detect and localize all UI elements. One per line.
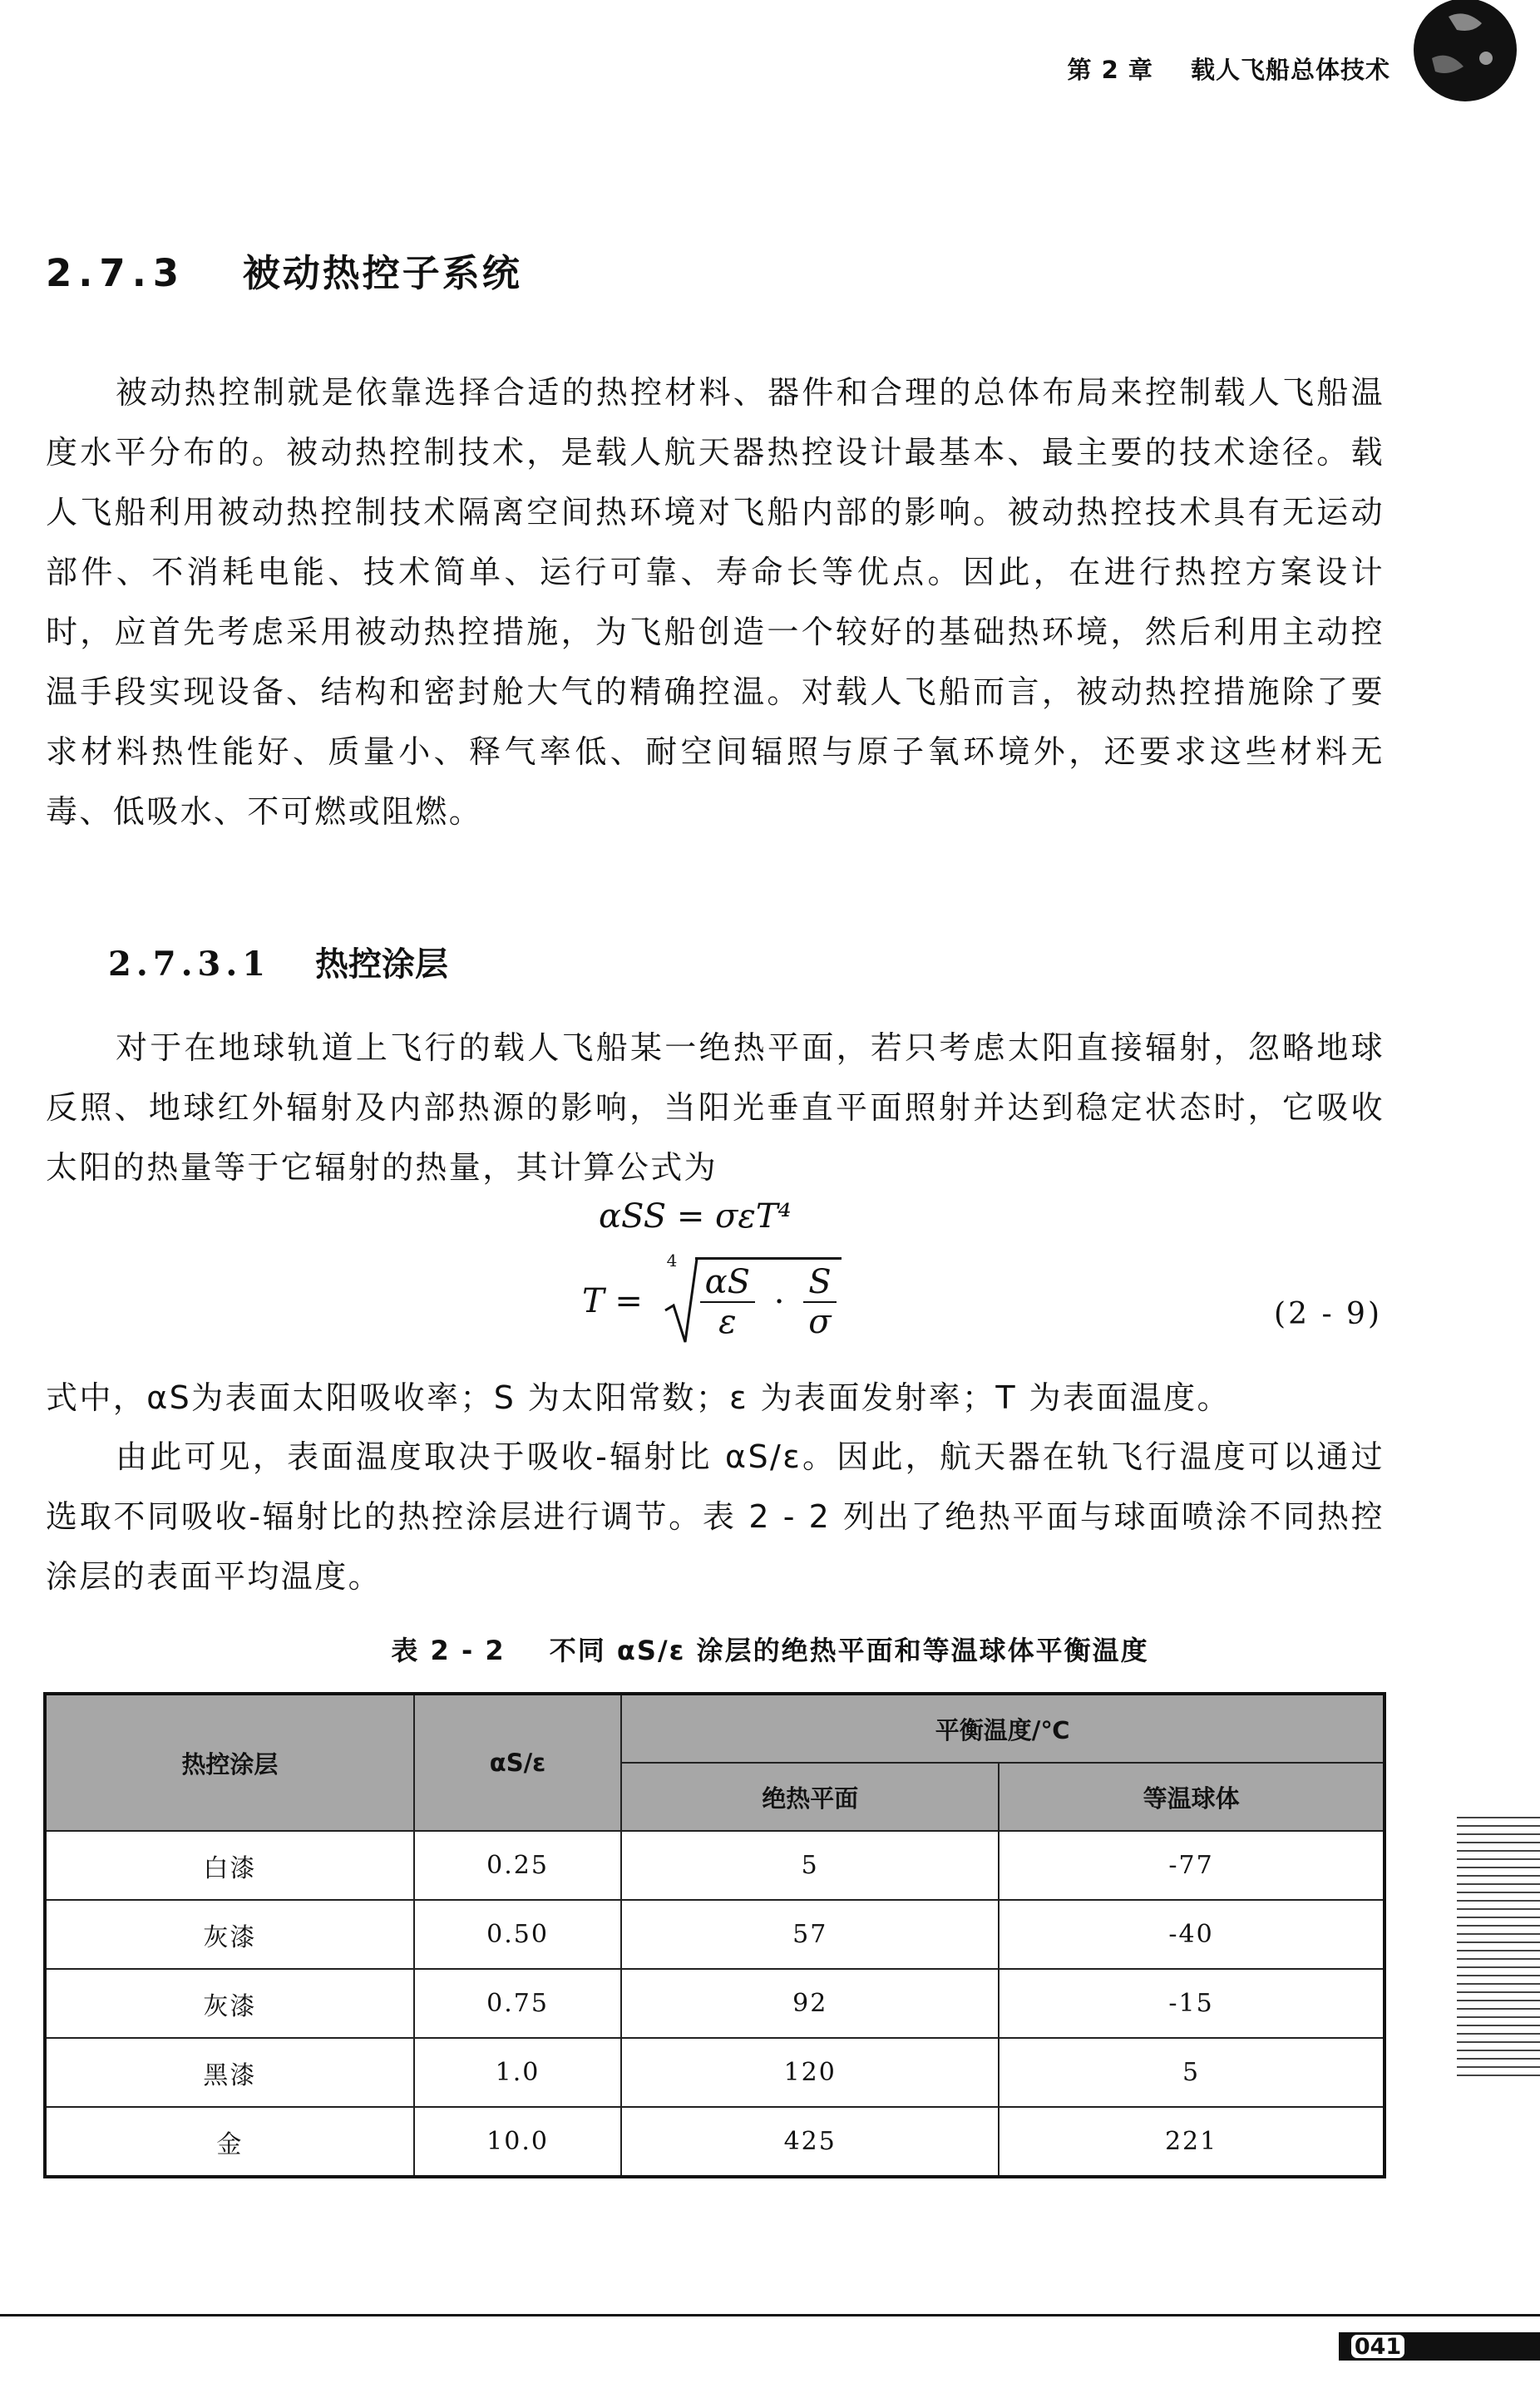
section-number: 2.7.3 <box>46 251 186 295</box>
equilibrium-temperature-table <box>43 1692 1386 2178</box>
fraction-denominator: ε <box>718 1302 737 1341</box>
cell-coating: 灰漆 <box>45 1900 414 1969</box>
formula-lhs: T = <box>582 1282 643 1320</box>
table-row <box>45 1831 1385 1900</box>
multiply-dot: · <box>773 1282 785 1321</box>
header-temperature-group: 平衡温度/℃ <box>621 1694 1385 1763</box>
conclusion-paragraph: 由此可见，表面温度取决于吸收-辐射比 αS/ε。因此，航天器在轨飞行温度可以通过选取不同吸收-辐射比的热控涂层进行调节。表 2 - 2 列出了绝热平面与球面喷涂不同热控涂层的表面平均温度。 <box>46 1438 1385 1595</box>
cell-flat: 425 <box>621 2107 999 2177</box>
header-isothermal-sphere: 等温球体 <box>999 1763 1385 1831</box>
cell-flat: 5 <box>621 1831 999 1900</box>
cell-ratio: 1.0 <box>414 2038 621 2107</box>
cell-ratio: 0.50 <box>414 1900 621 1969</box>
cell-sphere: -40 <box>999 1900 1385 1969</box>
fraction-s-sigma <box>803 1263 836 1341</box>
subsection-title: 热控涂层 <box>315 945 449 984</box>
section-heading <box>46 243 522 297</box>
fraction-numerator: αS <box>700 1263 755 1303</box>
page-number: 041 <box>1349 2332 1407 2361</box>
cell-ratio: 0.75 <box>414 1969 621 2038</box>
cell-coating: 白漆 <box>45 1831 414 1900</box>
chapter-title: 载人飞船总体技术 <box>1190 56 1390 84</box>
table-caption-number: 表 2 - 2 <box>391 1635 506 1666</box>
fraction-alpha-epsilon <box>700 1263 755 1341</box>
subsection-heading <box>108 938 448 985</box>
formula-energy-balance: αSS = σεT⁴ <box>599 1197 792 1236</box>
symbol-definitions: 式中，αS为表面太阳吸收率；S 为太阳常数；ε 为表面发射率；T 为表面温度。 <box>46 1379 1231 1416</box>
cell-flat: 92 <box>621 1969 999 2038</box>
table-row <box>45 2107 1385 2177</box>
cell-sphere: -77 <box>999 1831 1385 1900</box>
subsection-intro-paragraph: 对于在地球轨道上飞行的载人飞船某一绝热平面，若只考虑太阳直接辐射，忽略地球反照、地球红外辐射及内部热源的影响，当阳光垂直平面照射并达到稳定状态时，它吸收太阳的热量等于它辐射的热量，其计算公式为 <box>46 1029 1385 1186</box>
running-head <box>1068 52 1391 86</box>
formula-temperature <box>582 1251 842 1355</box>
table-row <box>45 1900 1385 1969</box>
table-row <box>45 2038 1385 2107</box>
cell-coating: 灰漆 <box>45 1969 414 2038</box>
header-ratio: αS/ε <box>414 1694 621 1831</box>
header-flat-plane: 绝热平面 <box>621 1763 999 1831</box>
table-row <box>45 1969 1385 2038</box>
cell-coating: 金 <box>45 2107 414 2177</box>
fraction-numerator: S <box>803 1263 836 1303</box>
cell-ratio: 10.0 <box>414 2107 621 2177</box>
cell-flat: 57 <box>621 1900 999 1969</box>
section-title: 被动热控子系统 <box>242 251 522 295</box>
root-index: 4 <box>666 1251 678 1270</box>
cell-flat: 120 <box>621 2038 999 2107</box>
cell-sphere: 5 <box>999 2038 1385 2107</box>
header-coating: 热控涂层 <box>45 1694 414 1831</box>
table-caption-text: 不同 αS/ε 涂层的绝热平面和等温球体平衡温度 <box>549 1635 1149 1666</box>
cell-ratio: 0.25 <box>414 1831 621 1900</box>
chapter-number: 第 2 章 <box>1067 56 1153 84</box>
corner-emblem-icon <box>1399 0 1523 125</box>
fraction-denominator: σ <box>808 1302 832 1341</box>
equation-number: (2 - 9) <box>1274 1297 1382 1331</box>
section-paragraph: 被动热控制就是依靠选择合适的热控材料、器件和合理的总体布局来控制载人飞船温度水平分布的。被动热控制技术，是载人航天器热控设计最基本、最主要的技术途径。载人飞船利用被动热控制技术隔离空间热环境对飞船内部的影响。被动热控技术具有无运动部件、不消耗电能、技术简单、运行可靠、寿命长等优点。因此，在进行热控方案设计时，应首先考虑采用被动热控措施，为飞船创造一个较好的基础热环境，然后利用主动控温手段实现设备、结构和密封舱大气的精确控温。对载人飞船而言，被动热控措施除了要求材料热性能好、质量小、释气率低、耐空间辐照与原子氧环境外，还要求这些材料无毒、低吸水、不可燃或阻燃。 <box>46 374 1385 830</box>
table-caption <box>0 1630 1540 1668</box>
subsection-number: 2.7.3.1 <box>108 945 271 984</box>
side-thumb-index <box>1457 1817 1540 2083</box>
cell-sphere: 221 <box>999 2107 1385 2177</box>
cell-sphere: -15 <box>999 1969 1385 2038</box>
footer-rule <box>0 2314 1540 2316</box>
cell-coating: 黑漆 <box>45 2038 414 2107</box>
